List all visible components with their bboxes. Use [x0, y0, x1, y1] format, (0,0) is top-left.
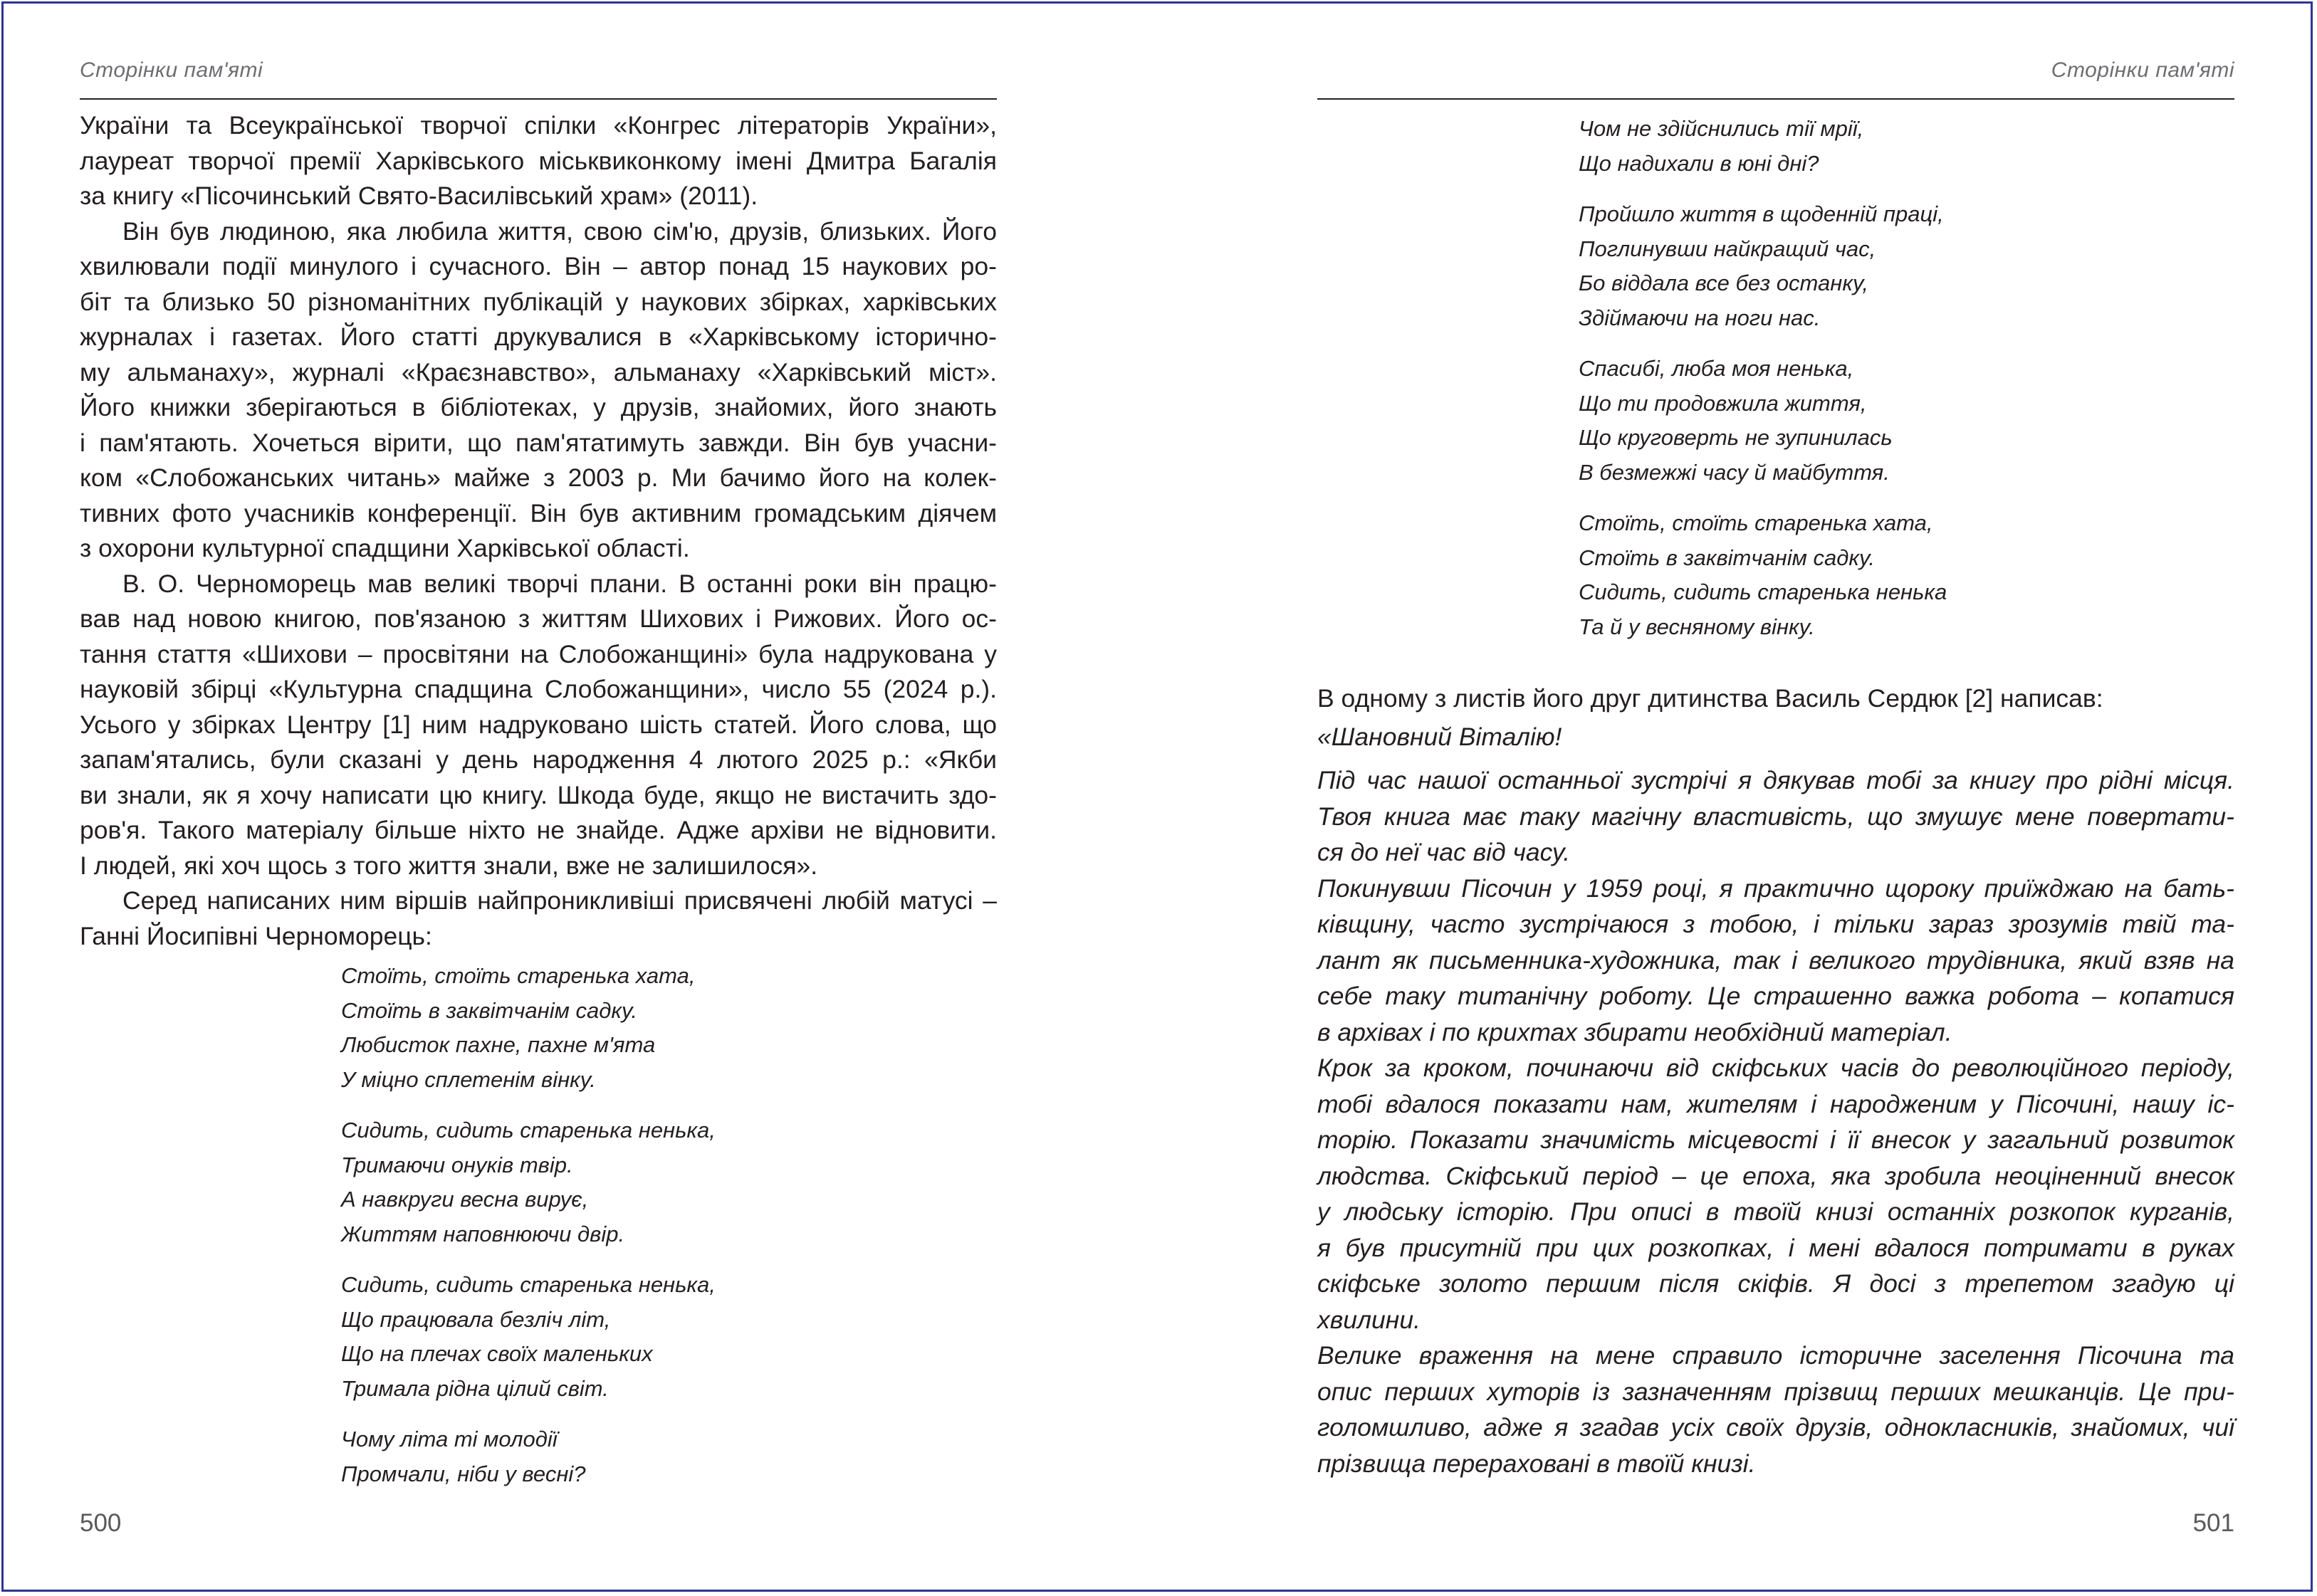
paragraph — [80, 883, 997, 954]
poem-line: Бо віддала все без останку, — [1579, 271, 1868, 295]
poem — [1579, 112, 2219, 661]
text-line: ви знали, як я хочу написати цю книгу. Шкода буде, якщо не вистачить здо- — [80, 780, 997, 809]
poem-stanza — [341, 1113, 982, 1251]
letter-line: ся до неї час від часу. — [1317, 838, 1571, 866]
letter-line: Крок за кроком, починаючи від скіфських часів до революційного періоду, — [1317, 1054, 2234, 1082]
poem-line: Чом не здійснились тії мрії, — [1579, 116, 1864, 141]
letter-line: в архівах і по крихтах збирати необхідний матеріал. — [1317, 1017, 1952, 1046]
poem-line: У міцно сплетенім вінку. — [341, 1066, 596, 1092]
text-line: Його книжки зберігаються в бібліотеках, у друзів, знайомих, його знають — [80, 393, 997, 421]
running-head: Сторінки пам'яті — [80, 58, 263, 82]
body-text — [80, 108, 997, 954]
text-line: запам'ятались, були сказані у день народження 4 лютого 2025 р.: «Якби — [80, 745, 997, 774]
poem-line: Стоїть, стоїть старенька хата, — [341, 963, 696, 988]
poem-line: А навкруги весна вирує, — [341, 1187, 589, 1212]
poem-line: В безмежжі часу й майбуття. — [1579, 459, 1890, 485]
text-line: Усього у збірках Центру [1] ним надруковано шість статей. Його слова, що — [80, 710, 997, 739]
poem-stanza — [341, 1422, 982, 1491]
page-number: 500 — [80, 1509, 122, 1537]
paragraph — [80, 108, 997, 214]
text-line: Він був людиною, яка любила життя, свою сім'ю, друзів, близьких. Його — [122, 216, 997, 246]
letter-line: лант як письменника-художника, так і великого трудівника, який взяв на — [1317, 945, 2234, 975]
letter-line: опис перших хуторів із зазначенням прізвищ перших мешканців. Це при- — [1317, 1377, 2234, 1406]
poem-line: Що надихали в юні дні? — [1579, 150, 1819, 176]
poem-line: Поглинувши найкращий час, — [1579, 236, 1876, 261]
text-line: науковій збірці «Культурна спадщина Слобожанщини», число 55 (2024 р.). — [80, 675, 997, 703]
letter-line: я був присутній при цих розкопках, і мені вдалося потримати в руках — [1317, 1233, 2234, 1262]
page-number: 501 — [2192, 1509, 2234, 1537]
letter-line: людства. Скіфський період – це епоха, яка зробила неоціненний внесок — [1317, 1161, 2234, 1190]
poem-line: Чому літа ті молодії — [341, 1427, 558, 1451]
letter-line: Під час нашої останньої зустрічі я дякував тобі за книгу про рідні місця. — [1317, 766, 2234, 794]
text-line: Серед написаних ним віршів найпроникливіші присвячені любій матусі – — [122, 886, 997, 915]
poem-line: Сидить, сидить старенька ненька, — [341, 1272, 716, 1297]
text-line: журналах і газетах. Його статті друкувалися в «Харківському історично- — [80, 322, 997, 351]
letter-line: тобі вдалося показати нам, жителям і народженим у Пісочині, нашу іс- — [1317, 1089, 2234, 1118]
text-line: і пам'ятають. Хочеться вірити, що пам'ятатимуть завжди. Він був учасни- — [80, 428, 997, 457]
poem-stanza — [341, 959, 982, 1097]
poem-line: Та й у весняному вінку. — [1579, 614, 1815, 639]
text-line: тивних фото учасників конференції. Він був активним громадським діячем — [80, 498, 997, 527]
text-line: ком «Слобожанських читань» майже з 2003 р. Ми бачимо його на колек- — [80, 463, 997, 492]
text-line: му альманаху», журналі «Краєзнавство», альманаху «Харківський міст». — [80, 357, 997, 387]
header-rule — [1317, 98, 2234, 100]
letter-line: прізвища перераховані в твоїй книзі. — [1317, 1449, 1756, 1478]
letter-line: ківщину, часто зустрічаюся з тобою, і тільки зараз зрозумів твій та- — [1317, 910, 2234, 938]
text-line: за книгу «Пісочинський Свято-Василівський храм» (2011). — [80, 182, 758, 210]
poem-line: Що працювала безліч літ, — [341, 1306, 611, 1332]
poem-line: Що на плечах своїх маленьких — [341, 1341, 653, 1366]
poem-line: Здіймаючи на ноги нас. — [1579, 305, 1821, 330]
letter-line: хвилини. — [1317, 1305, 1421, 1334]
poem-stanza — [1579, 197, 2219, 335]
letter-line: себе таку титанічну роботу. Це страшенно важка робота – копатися — [1317, 982, 2234, 1010]
letter-intro: В одному з листів його друг дитинства Василь Сердюк [2] написав: — [1317, 684, 2103, 713]
poem-stanza — [1579, 506, 2219, 644]
text-line: вав над новою книгою, пов'язаною з життям Шихових і Рижових. Його ос- — [80, 604, 997, 633]
header-rule — [80, 98, 997, 100]
text-line: тання стаття «Шихови – просвітяни на Слобожанщині» була надрукована у — [80, 639, 997, 668]
poem-line: Сидить, сидить старенька ненька — [1579, 579, 1947, 604]
letter-line: голомшливо, адже я згадав усіх своїх друзів, однокласників, знайомих, чиї — [1317, 1413, 2234, 1442]
letter-line: Твоя книга має таку магічну властивість, що змушує мене повертати- — [1317, 802, 2234, 831]
poem-stanza — [341, 1268, 982, 1406]
letter-line: у людську історію. При описі в твоїй книзі останніх розкопок курганів, — [1317, 1197, 2234, 1226]
poem-stanza — [1579, 112, 2219, 181]
running-head: Сторінки пам'яті — [2051, 58, 2234, 82]
text-line: України та Всеукраїнської творчої спілки «Конгрес літераторів України», — [80, 111, 997, 140]
left-page — [80, 0, 997, 1596]
text-line: лауреат творчої премії Харківського міськвиконкому імені Дмитра Багалія — [80, 146, 997, 175]
letter-salutation: «Шановний Віталію! — [1317, 722, 1562, 751]
poem-stanza — [1579, 352, 2219, 490]
poem-line: Стоїть в заквітчанім садку. — [1579, 545, 1876, 570]
letter-line: скіфське золото першим після скіфів. Я досі з трепетом згадую ці — [1317, 1269, 2234, 1298]
poem-line: Сидить, сидить старенька ненька, — [341, 1118, 716, 1143]
poem — [341, 959, 982, 1508]
letter-line: Покинувши Пісочин у 1959 році, я практично щороку приїжджаю на бать- — [1317, 873, 2234, 903]
text-line: В. О. Черноморець мав великі творчі плани. В останні роки він працю- — [122, 569, 997, 598]
letter-line: торію. Показати значимість місцевості і її внесок у загальний розвиток — [1317, 1125, 2234, 1154]
right-page — [1317, 0, 2234, 1596]
text-line: біт та близько 50 різноманітних публікацій у наукових збірках, харківських — [80, 287, 997, 316]
text-line: І людей, які хоч щось з того життя знали, вже не залишилося». — [80, 851, 818, 880]
text-line: з охорони культурної спадщини Харківської області. — [80, 534, 690, 562]
poem-line: Життям наповнюючи двір. — [341, 1221, 625, 1246]
paragraph — [80, 567, 997, 884]
text-line: Ганні Йосипівні Черноморець: — [80, 921, 432, 950]
letter-line: Велике враження на мене справило історичне заселення Пісочина та — [1317, 1341, 2234, 1370]
poem-line: Промчали, ніби у весні? — [341, 1461, 586, 1486]
poem-line: Стоїть, стоїть старенька хата, — [1579, 510, 1933, 535]
text-line: хвилювали події минулого і сучасного. Він – автор понад 15 наукових ро- — [80, 252, 997, 280]
poem-line: Що ти продовжила життя, — [1579, 390, 1867, 416]
poem-line: Спасибі, люба моя ненька, — [1579, 356, 1854, 381]
poem-line: Що круговерть не зупинилась — [1579, 425, 1893, 450]
poem-line: Тримала рідна цілий світ. — [341, 1375, 609, 1401]
poem-line: Стоїть в заквітчанім садку. — [341, 997, 638, 1023]
poem-line: Любисток пахне, пахне м'ята — [341, 1032, 656, 1057]
letter — [1317, 681, 2234, 1481]
paragraph — [80, 214, 997, 567]
poem-line: Тримаючи онуків твір. — [341, 1152, 573, 1177]
text-line: ров'я. Такого матеріалу більше ніхто не знайде. Адже архіви не відновити. — [80, 816, 997, 844]
poem-line: Пройшло життя в щоденній праці, — [1579, 201, 1944, 226]
